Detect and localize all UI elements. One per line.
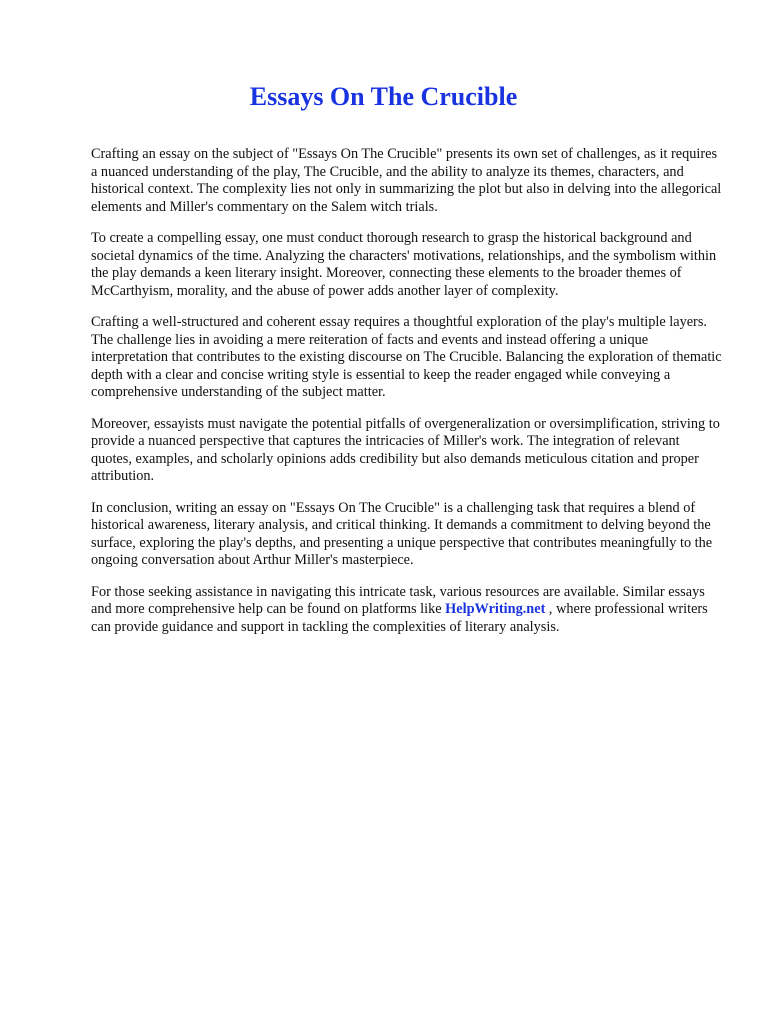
- paragraph-2: To create a compelling essay, one must conduct thorough research to grasp the historical background and societal dynamics of the time. Analyzing the characters' motivations, relationships, and the symbolism within the play demands a keen literary insight. Moreover, connecting these elements to the broader themes of McCarthyism, morality, and the abuse of power adds another layer of complexity.: [91, 230, 717, 299]
- paragraph-6-text-after-link: , where professional writers can provide guidance and support in tackling the complexities of literary analysis.: [91, 601, 708, 635]
- paragraph-1: Crafting an essay on the subject of "Essays On The Crucible" presents its own set of challenges, as it requires a nuanced understanding of the play, The Crucible, and the ability to analyze its themes, characters, and historical context. The complexity lies not only in summarizing the plot but also in delving into the allegorical elements and Miller's commentary on the Salem witch trials.: [91, 146, 722, 215]
- page-title: Essays On The Crucible: [249, 82, 518, 111]
- paragraph-4: Moreover, essayists must navigate the potential pitfalls of overgeneralization or oversimplification, striving to provide a nuanced perspective that captures the intricacies of Miller's work. The integration of relevant quotes, examples, and scholarly opinions adds credibility but also demands meticulous citation and proper attribution.: [91, 415, 720, 484]
- paragraph-3: Crafting a well-structured and coherent essay requires a thoughtful exploration of the play's multiple layers. The challenge lies in avoiding a mere reiteration of facts and events and instead offering a unique interpretation that contributes to the existing discourse on The Crucible. Balancing the exploration of thematic depth with a clear and concise writing style is essential to keep the reader engaged while conveying a comprehensive understanding of the subject matter.: [91, 314, 722, 400]
- paragraph-5: In conclusion, writing an essay on "Essays On The Crucible" is a challenging task that requires a blend of historical awareness, literary analysis, and critical thinking. It demands a commitment to delving beyond the surface, exploring the play's depths, and presenting a unique perspective that contributes meaningfully to the ongoing conversation about Arthur Miller's masterpiece.: [91, 499, 713, 568]
- helpwriting-link[interactable]: HelpWriting.net: [445, 601, 546, 617]
- essay-body: [91, 146, 724, 636]
- paragraph-6: [91, 584, 724, 637]
- paragraph-6-text-before-link: For those seeking assistance in navigating this intricate task, various resources are available. Similar essays and more comprehensive help can be found on platforms like: [91, 583, 705, 617]
